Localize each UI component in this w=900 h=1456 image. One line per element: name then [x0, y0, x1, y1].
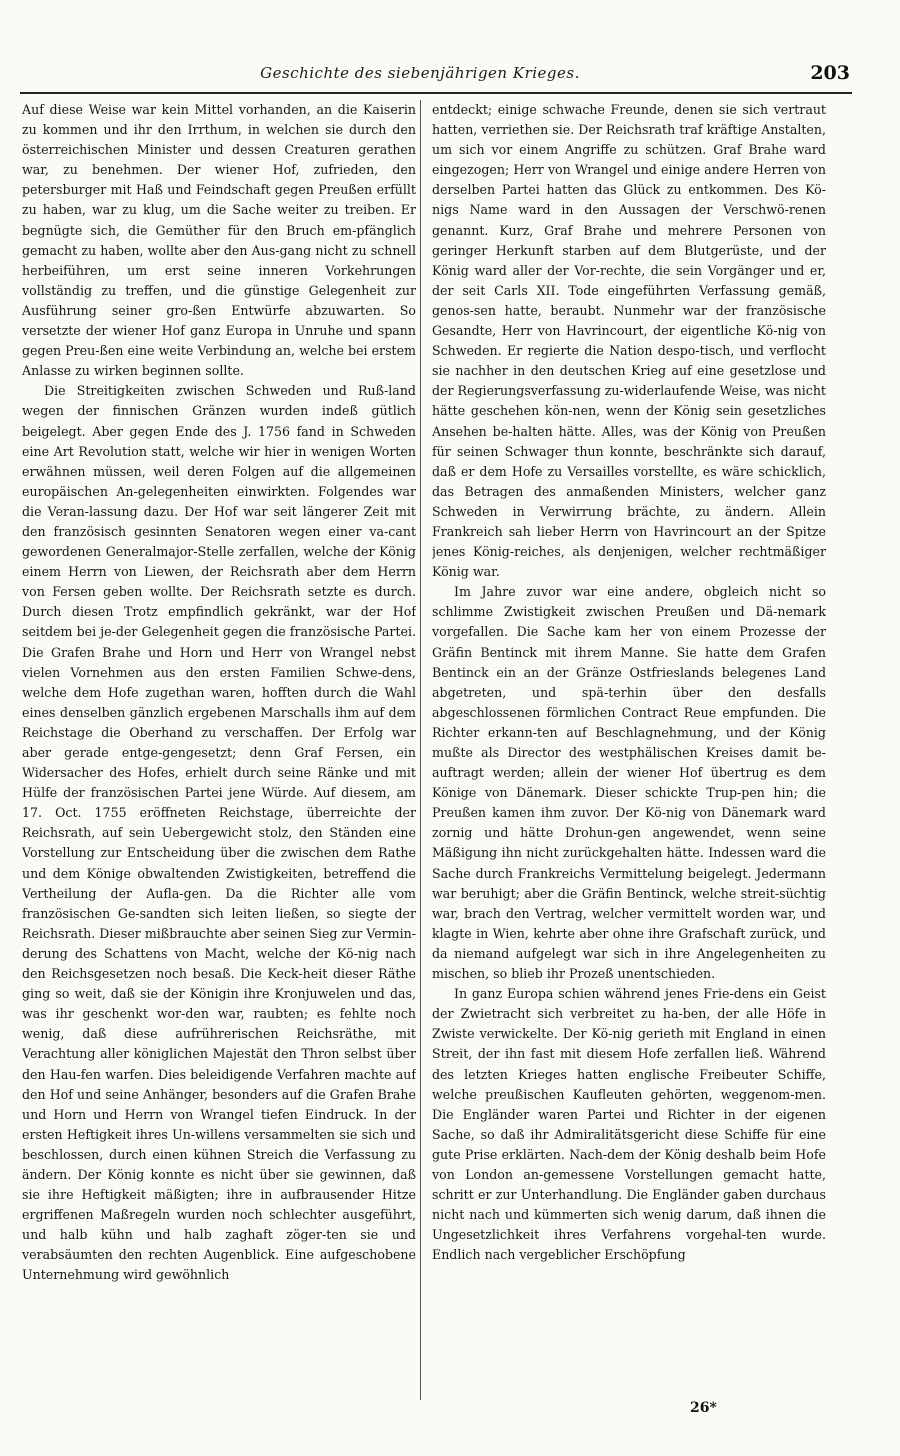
page-number: 203 [810, 62, 850, 84]
paragraph: entdeckt; einige schwache Freunde, denen sie sich vertraut hatten, verriethen sie. Der Reichsrath traf kräftige Anstalten, um sich vor einem Angriffe zu schützen. Graf Brahe ward eingezogen; Herr von Wrangel und einige andere Herren von derselben Partei hatten das Glück zu entkommen. Des Kö-nigs Name ward in den Aussagen der Verschwö-renen genannt. Kurz, Graf Brahe und mehrere Personen von geringer Herkunft starben auf dem Blutgerüste, und der König ward aller der Vor-rechte, die sein Vorgänger und er, der seit Carls XII. Tode eingeführten Verfassung gemäß, genos-sen hatte, beraubt. Nunmehr war der französische Gesandte, Herr von Havrincourt, der eigentliche Kö-nig von Schweden. Er regierte die Nation despo-tisch, und verflocht sie nachher in den deutschen Krieg auf eine gesetzlose und der Regierungsverfassung zu-widerlaufende Weise, was nicht hätte geschehen kön-nen, wenn der König sein gesetzliches Ansehen be-halten hätte. Alles, was der König von Preußen für seinen Schwager thun konnte, beschränkte sich darauf, daß er dem Hofe zu Versailles vorstellte, es wäre schicklich, das Betragen des anmaßenden Ministers, welcher ganz Schweden in Verwirrung brächte, zu ändern. Allein Frankreich sah lieber Herrn von Havrincourt an der Spitze jenes König-reiches, als denjenigen, welcher rechtmäßiger König war. [432, 102, 826, 580]
paragraph: In ganz Europa schien während jenes Frie-dens ein Geist der Zwietracht sich verbreitet zu ha-ben, der alle Höfe in Zwiste verwickelte. Der Kö-nig gerieth mit England in einen Streit, der ihn fast mit diesem Hofe zerfallen ließ. Während des letzten Krieges hatten englische Freibeuter Schiffe, welche preußischen Kaufleuten gehörten, weggenom-men. Die Engländer waren Partei und Richter in der eigenen Sache, so daß ihr Admiralitätsgericht diese Schiffe für eine gute Prise erklärten. Nach-dem der König deshalb beim Hofe von London an-gemessene Vorstellungen gemacht hatte, schritt er zur Unterhandlung. Die Engländer gaben durchaus nicht nach und kümmerten sich wenig darum, daß ihnen die Ungesetzlichkeit ihres Verfahrens vorgehal-ten wurde. Endlich nach vergeblicher Erschöpfung [432, 986, 826, 1263]
header-rule [20, 92, 852, 94]
column-divider [420, 100, 421, 1400]
left-column [22, 100, 416, 1390]
paragraph: Die Streitigkeiten zwischen Schweden und Ruß-land wegen der finnischen Gränzen wurden indeß gütlich beigelegt. Aber gegen Ende des J. 1756 fand in Schweden eine Art Revolution statt, welche wir hier in wenigen Worten erwähnen müssen, weil deren Folgen auf die allgemeinen europäischen An-gelegenheiten einwirkten. Folgendes war die Veran-lassung dazu. Der Hof war seit längerer Zeit mit den französisch gesinnten Senatoren wegen einer va-cant gewordenen Generalmajor-Stelle zerfallen, welche der König einem Herrn von Liewen, der Reichsrath aber dem Herrn von Fersen geben wollte. Der Reichsrath setzte es durch. Durch diesen Trotz empfindlich gekränkt, war der Hof seitdem bei je-der Gelegenheit gegen die französische Partei. Die Grafen Brahe und Horn und Herr von Wrangel nebst vielen Vornehmen aus den ersten Familien Schwe-dens, welche dem Hofe zugethan waren, hofften durch die Wahl eines denselben gänzlich ergebenen Marschalls ihm auf dem Reichstage die Oberhand zu verschaffen. Der Erfolg war aber gerade entge-gengesetzt; denn Graf Fersen, ein Widersacher des Hofes, erhielt durch seine Ränke und mit Hülfe der französischen Partei jene Würde. Auf diesem, am 17. Oct. 1755 eröffneten Reichstage, überreichte der Reichsrath, auf sein Uebergewicht stolz, den Ständen eine Vorstellung zur Entscheidung über die zwischen dem Rathe und dem Könige obwaltenden Zwistigkeiten, betreffend die Vertheilung der Aufla-gen. Da die Richter alle vom französischen Ge-sandten sich leiten ließen, so siegte der Reichsrath. Dieser mißbrauchte aber seinen Sieg zur Vermin-derung des Schattens von Macht, welche der Kö-nig nach den Reichsgesetzen noch besaß. Die Keck-heit dieser Räthe ging so weit, daß sie der Königin ihre Kronjuwelen und das, was ihr geschenkt wor-den war, raubten; es fehlte noch wenig, daß diese aufrührerischen Reichsräthe, mit Verachtung aller königlichen Majestät den Thron selbst über den Hau-fen warfen. Dies beleidigende Verfahren machte auf den Hof und seine Anhänger, besonders auf die Grafen Brahe und Horn und Herrn von Wrangel tiefen Eindruck. In der ersten Heftigkeit ihres Un-willens versammelten sie sich und beschlossen, durch einen kühnen Streich die Verfassung zu ändern. Der König konnte es nicht über sie gewinnen, daß sie ihre Heftigkeit mäßigten; ihre in aufbrausender Hitze ergriffenen Maßregeln wurden noch schlechter ausgeführt, und halb kühn und halb zaghaft zöger-ten sie und verabsäumten den rechten Augenblick. Eine aufgeschobene Unternehmung wird gewöhnlich [22, 383, 416, 1283]
paragraph: Im Jahre zuvor war eine andere, obgleich nicht so schlimme Zwistigkeit zwischen Preußen und Dä-nemark vorgefallen. Die Sache kam her von einem Prozesse der Gräfin Bentinck mit ihrem Manne. Sie hatte dem Grafen Bentinck ein an der Gränze Ostfrieslands belegenes Land abgetreten, und spä-terhin über den desfalls abgeschlossenen förmlichen Contract Reue empfunden. Die Richter erkann-ten auf Beschlagnehmung, und der König mußte als Director des westphälischen Kreises damit be-auftragt werden; allein der wiener Hof übertrug es dem Könige von Dänemark. Dieser schickte Trup-pen hin; die Preußen kamen ihm zuvor. Der Kö-nig von Dänemark ward zornig und hätte Drohun-gen angewendet, wenn seine Mäßigung ihn nicht zurückgehalten hätte. Indessen ward die Sache durch Frankreichs Vermittelung beigelegt. Jedermann war beruhigt; aber die Gräfin Bentinck, welche streit-süchtig war, brach den Vertrag, welcher vermittelt worden war, und klagte in Wien, kehrte aber ohne ihre Grafschaft zurück, und da niemand aufgelegt war sich in ihre Angelegenheiten zu mischen, so blieb ihr Prozeß unentschieden. [432, 584, 826, 982]
right-column [432, 100, 826, 1390]
paragraph: Auf diese Weise war kein Mittel vorhanden, an die Kaiserin zu kommen und ihr den Irrthum, in welchen sie durch den österreichischen Minister und dessen Creaturen gerathen war, zu benehmen. Der wiener Hof, zufrieden, den petersburger mit Haß und Feindschaft gegen Preußen erfüllt zu haben, war zu klug, um die Sache weiter zu treiben. Er begnügte sich, die Gemüther für den Bruch em-pfänglich gemacht zu haben, wollte aber den Aus-gang nicht zu schnell herbeiführen, um erst seine inneren Vorkehrungen vollständig zu treffen, und die günstige Gelegenheit zur Ausführung seiner gro-ßen Entwürfe abzuwarten. So versetzte der wiener Hof ganz Europa in Unruhe und spann gegen Preu-ßen eine weite Verbindung an, welche bei erstem Anlasse zu wirken beginnen sollte. [22, 102, 416, 379]
signature-mark: 26* [690, 1400, 717, 1416]
page-header [20, 62, 850, 92]
running-title: Geschichte des siebenjährigen Krieges. [260, 64, 580, 82]
